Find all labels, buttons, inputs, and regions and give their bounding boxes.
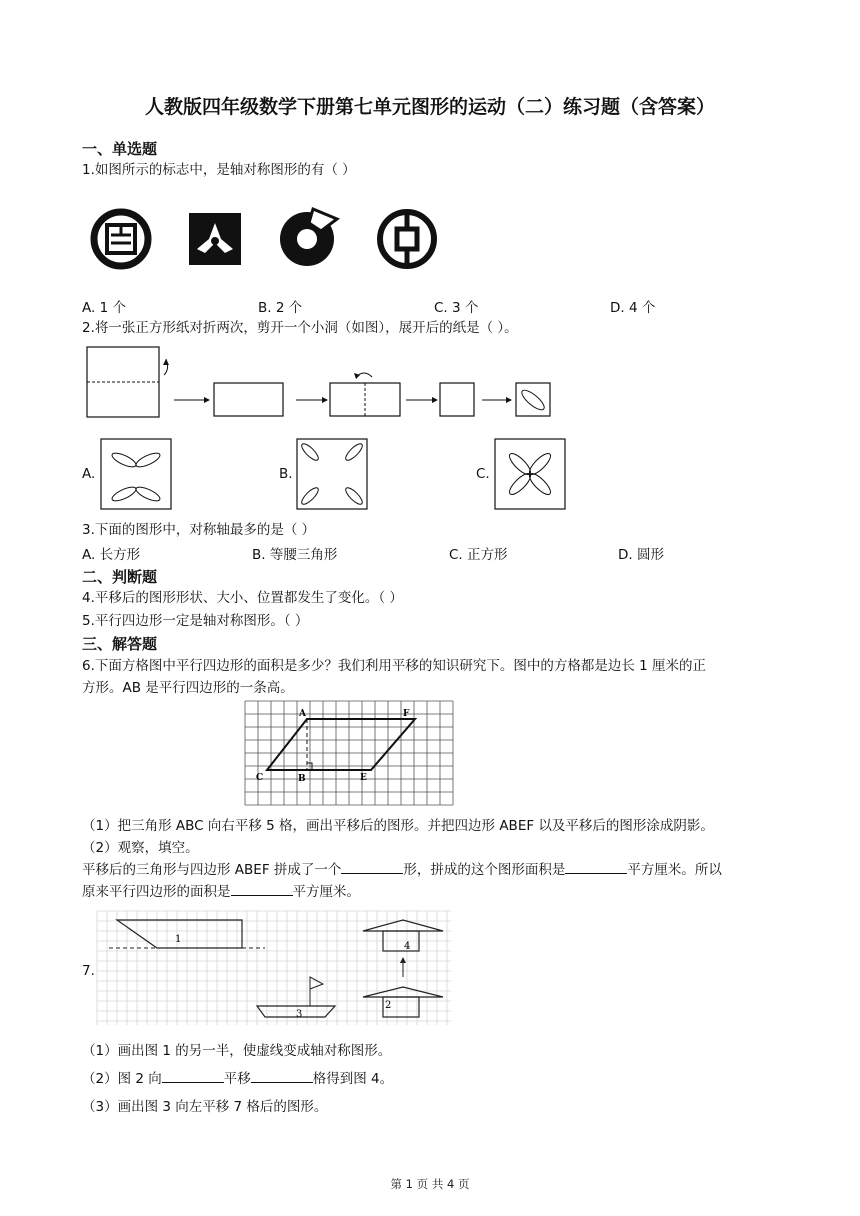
q1-option-c[interactable]: C. 3 个 — [434, 300, 479, 316]
page-footer: 第 1 页 共 4 页 — [390, 1177, 470, 1191]
question-6-line-2: 方形。AB 是平行四边形的一条高。 — [82, 680, 294, 696]
label-c: C — [256, 773, 264, 783]
q6-part-1: （1）把三角形 ABC 向右平移 5 格，画出平移后的图形。并把四边形 ABEF 以及平移后的图形涂成阴影。 — [82, 818, 714, 834]
q2-option-b[interactable]: B. — [279, 466, 293, 482]
section-heading-single-choice: 一、单选题 — [82, 140, 158, 158]
page-title: 人教版四年级数学下册第七单元图形的运动（二）练习题（含答案） — [144, 96, 715, 118]
fig-label-4: 4 — [404, 941, 411, 952]
q2-option-a[interactable]: A. — [82, 466, 96, 482]
q1-option-d[interactable]: D. 4 个 — [610, 300, 656, 316]
blank-steps[interactable] — [251, 1068, 313, 1083]
blank-shape[interactable] — [341, 859, 403, 874]
q1-option-a[interactable]: A. 1 个 — [82, 300, 126, 316]
q2-option-c-figure — [494, 438, 566, 510]
fill-text: 平移 — [223, 1071, 251, 1087]
q2-option-c[interactable]: C. — [476, 466, 490, 482]
q1-option-b[interactable]: B. 2 个 — [258, 300, 303, 316]
question-7-number: 7. — [82, 963, 95, 979]
fig-label-1: 1 — [175, 934, 182, 945]
q6-fill-line-2 — [82, 881, 360, 903]
q7-grid-figure — [97, 911, 453, 1027]
fill-text: 平方厘米。 — [292, 884, 360, 900]
fill-text: 形，拼成的这个图形面积是 — [403, 862, 566, 878]
question-4-text: 4.平移后的图形形状、大小、位置都发生了变化。（ ） — [82, 590, 403, 606]
question-5-text: 5.平行四边形一定是轴对称图形。（ ） — [82, 613, 309, 629]
question-6-line-1: 6.下面方格图中平行四边形的面积是多少？我们利用平移的知识研究下。图中的方格都是边长 1 厘米的正 — [82, 658, 707, 674]
q6-fill-line-1 — [82, 859, 722, 881]
q7-part-2 — [82, 1068, 393, 1090]
logo-ccb-square-icon — [189, 213, 241, 265]
fill-text: 平移后的三角形与四边形 ABEF 拼成了一个 — [82, 862, 342, 878]
label-f: F — [403, 709, 410, 719]
blank-original-area[interactable] — [231, 881, 293, 896]
q1-logos — [85, 205, 445, 275]
fig-label-3: 3 — [296, 1009, 303, 1020]
q7-part-3: （3）画出图 3 向左平移 7 格后的图形。 — [82, 1099, 328, 1115]
fill-text: 平方厘米。所以 — [627, 862, 722, 878]
label-a: A — [299, 709, 306, 719]
fill-text: 格得到图 4。 — [312, 1071, 394, 1087]
label-e: E — [360, 773, 367, 783]
q2-option-b-figure — [296, 438, 368, 510]
fill-text: 原来平行四边形的面积是 — [82, 884, 231, 900]
logo-ccb-circle-icon — [280, 209, 337, 266]
fill-text: （2）图 2 向 — [82, 1071, 162, 1087]
logo-icbc-icon — [94, 212, 148, 266]
q3-option-b[interactable]: B. 等腰三角形 — [252, 547, 338, 563]
question-2-text: 2.将一张正方形纸对折两次，剪开一个小洞（如图），展开后的纸是（ ）。 — [82, 320, 518, 336]
blank-area[interactable] — [565, 859, 627, 874]
q2-option-a-figure — [100, 438, 172, 510]
question-1-text: 1.如图所示的标志中，是轴对称图形的有（ ） — [82, 162, 356, 178]
q2-folding-figure — [86, 345, 556, 420]
section-heading-problems: 三、解答题 — [82, 635, 158, 653]
q3-option-a[interactable]: A. 长方形 — [82, 547, 141, 563]
q7-part-1: （1）画出图 1 的另一半，使虚线变成轴对称图形。 — [82, 1043, 392, 1059]
label-b: B — [298, 774, 306, 784]
blank-direction[interactable] — [162, 1068, 224, 1083]
fig-label-2: 2 — [385, 1000, 392, 1011]
q6-part-2: （2）观察，填空。 — [82, 840, 199, 856]
q6-grid-figure — [245, 701, 455, 807]
q3-option-d[interactable]: D. 圆形 — [618, 547, 664, 563]
q3-option-c[interactable]: C. 正方形 — [449, 547, 508, 563]
section-heading-true-false: 二、判断题 — [82, 568, 158, 586]
question-3-text: 3.下面的图形中，对称轴最多的是（ ） — [82, 522, 316, 538]
logo-boc-icon — [380, 212, 434, 266]
